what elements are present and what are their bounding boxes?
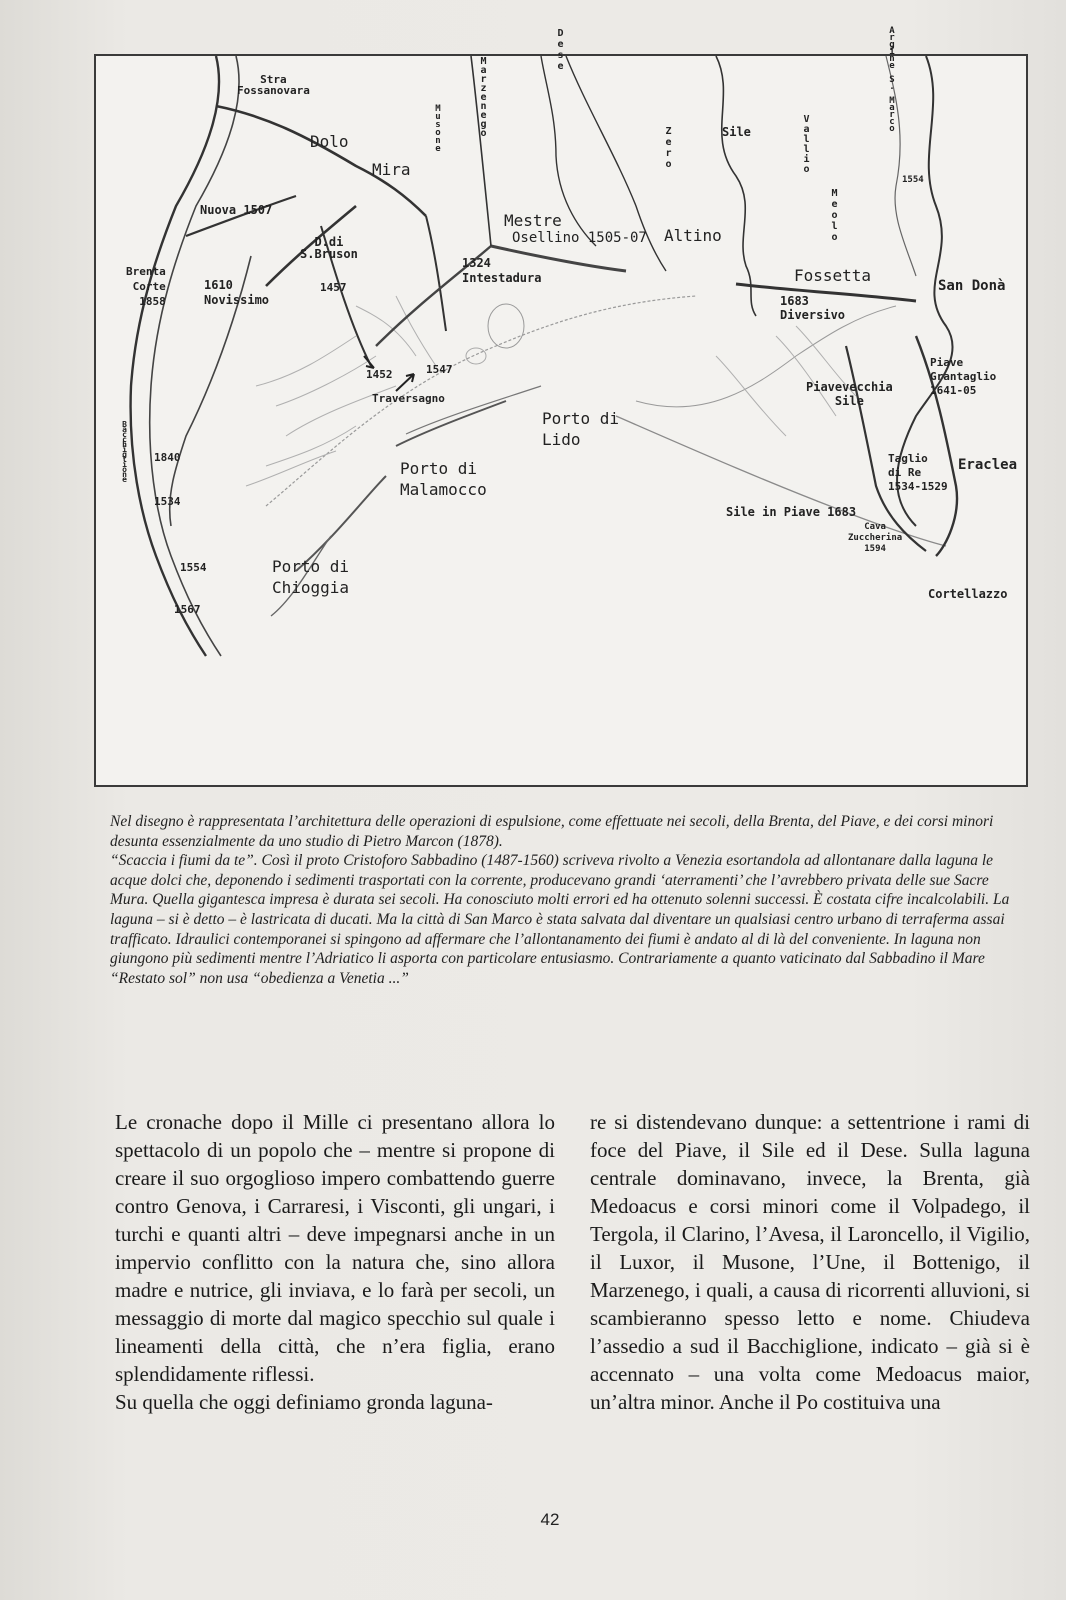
label-1547: 1547 xyxy=(426,363,453,376)
label-porto-di-malamocco: Porto di Malamocco xyxy=(400,459,487,499)
label-meolo-vertical: Meolo xyxy=(829,188,840,243)
label-1567: 1567 xyxy=(174,603,201,616)
body-left-paragraph: Le cronache dopo il Mille ci presentano allora lo spettacolo di un popolo che – mentre si propone di creare il suo orgoglioso impero combattendo guerre contro Genova, i Carraresi, i Visconti, gli ungari, i turchi e quanti altri – deve impegnarsi anche in un impervio conflitto con la natura che, sino allora madre e nutrice, gli inviava, e lo farà per secoli, un messaggio di morte dal magico specchio sul quale i lineamenti della città, che n’era figlia, erano splendidamente riflessi. xyxy=(115,1110,555,1386)
label-bacchiglione-vertical: Bacchiglione xyxy=(120,420,129,480)
label-fossetta: Fossetta xyxy=(794,266,872,285)
caption-line-2: “Scaccia i fiumi da te”. Così il proto Cristoforo Sabbadino (1487-1560) scriveva rivolto a Venezia esortandola ad allontanare dalla laguna le acque dolci che, deponendo i sedimenti trasportati con la corrente, producevano grandi ‘aterramenti’ che l’avrebbero privata delle sue Sacre Mura. Quella gigantesca impresa è durata sei secoli. Ha conosciuto molti errori ed ha ottenuto solenni successi. È costata cifre incalcolabili. La laguna – si è detto – è lastricata di ducati. Ma la città di San Marco è stata salvata dal diventare un qualsiasi centro urbano di terraferma assai trafficato. Idraulici contemporanei si spingono ad affermare che l’allontanamento dei fiumi è andato al di là del conveniente. In laguna non giungono più sedimenti mentre l’Adriatico li asporta con particolare entusiasmo. Contrariamente a quanto vaticinato dal Sabbadino il Mare “Restato sol” non usa “obedienza a Venetia ...” xyxy=(110,852,1010,987)
label-musone-vertical: Musone xyxy=(433,104,443,152)
body-left-paragraph-2: Su quella che oggi definiamo gronda laguna- xyxy=(115,1390,493,1414)
label-1554: 1554 xyxy=(180,561,207,574)
label-dese-vertical: Dese xyxy=(555,28,566,72)
label-eraclea: Eraclea xyxy=(958,457,1018,473)
body-column-right xyxy=(590,1108,1030,1416)
label-porto-di-chioggia: Porto di Chioggia xyxy=(272,557,350,597)
label-1452: 1452 xyxy=(366,368,393,381)
label-altino: Altino xyxy=(664,226,722,245)
caption-line-1: Nel disegno è rappresentata l’architettura delle operazioni di espulsione, come effettuate nei secoli, della Brenta, del Piave, e dei corsi minori desunta essenzialmente da uno studio di Pietro Marcon (1878). xyxy=(110,813,994,850)
label-mestre: Mestre xyxy=(504,211,562,230)
page-number: 42 xyxy=(540,1510,560,1529)
label-1457: 1457 xyxy=(320,281,347,294)
label-dolo: Dolo xyxy=(310,132,349,151)
label-1840: 1840 xyxy=(154,451,181,464)
label-piavevecchia-sile: Piavevecchia Sile xyxy=(806,380,893,408)
label-argine-vertical: Argine S. Marco xyxy=(887,26,897,131)
label-mira: Mira xyxy=(372,160,411,179)
label-1554-east: 1554 xyxy=(902,175,924,185)
label-sile: Sile xyxy=(722,125,751,139)
label-zero-vertical: Zero xyxy=(663,126,674,170)
label-san-dona: San Donà xyxy=(938,278,1006,294)
body-column-left xyxy=(115,1108,555,1416)
body-right-paragraph: re si distendevano dunque: a settentrione i rami di foce del Piave, il Sile ed il Dese. Sulla laguna centrale dominavano, invece, la Brenta, già Medoacus e corsi minori come il Volpadego, il Tergola, il Clarino, l’Avesa, il Laroncello, il Vigilio, il Luxor, il Musone, l’Une, il Bottenigo, il Marzenego, i quali, a causa di ricorrenti alluvioni, si scambieranno spesso letto e nome. Chiudeva l’assedio a sud il Bacchiglione, indicato – già si è accennato – una volta come Medoacus maior, un’altra minor. Anche il Po costituiva una xyxy=(590,1110,1030,1414)
label-novissimo-1610: 1610 Novissimo xyxy=(204,278,270,307)
label-osellino: Osellino 1505-07 xyxy=(512,230,647,246)
historical-map xyxy=(94,26,1028,787)
label-1534: 1534 xyxy=(154,495,181,508)
label-cava-zuccherina: Cava Zuccherina 1594 xyxy=(848,522,903,554)
label-porto-di-lido: Porto di Lido xyxy=(542,409,620,449)
label-piave-grantaglio: Piave Grantaglio 1641-05 xyxy=(930,356,997,397)
label-intestadura: 1324 Intestadura xyxy=(462,256,542,285)
label-vallio-vertical: Vallio xyxy=(801,114,812,174)
label-brenta-corte-1858: Brenta Corte 1858 xyxy=(126,265,166,308)
label-taglio-di-re: Taglio di Re 1534-1529 xyxy=(888,452,948,493)
label-marzenego-vertical: Marzenego xyxy=(478,56,489,137)
label-nuova-1507: Nuova 1507 xyxy=(200,203,273,217)
label-cortellazzo: Cortellazzo xyxy=(928,587,1008,601)
label-sile-in-piave: Sile in Piave 1683 xyxy=(726,505,857,519)
label-stra-fossanovara: Stra Fossanovara xyxy=(237,73,310,97)
label-traversagno: Traversagno xyxy=(372,392,445,405)
label-d-di-s-bruson: D.di S.Bruson xyxy=(300,235,358,261)
map-caption xyxy=(110,812,1030,988)
label-diversivo: 1683 Diversivo xyxy=(780,294,846,322)
